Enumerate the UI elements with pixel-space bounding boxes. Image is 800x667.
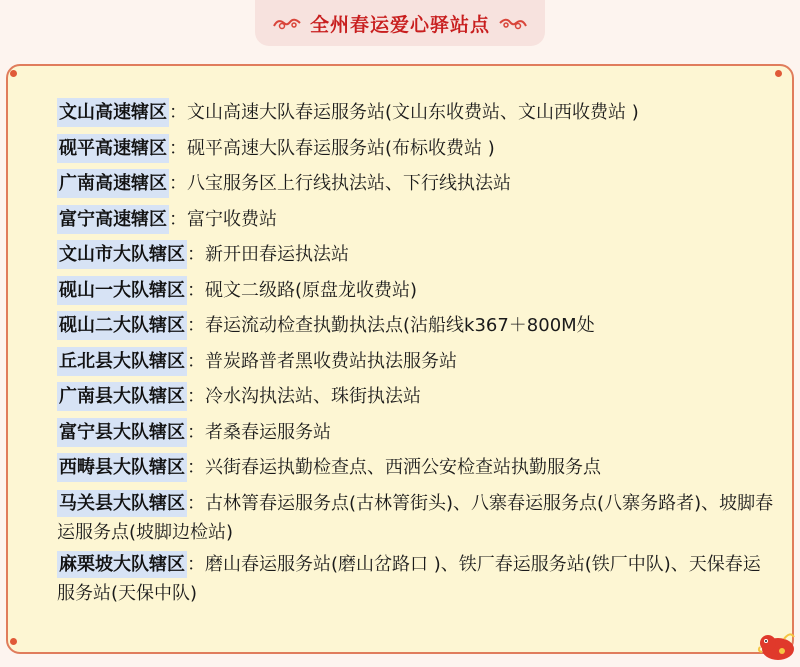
list-item: [57, 308, 777, 344]
district-label: 砚山一大队辖区: [57, 276, 187, 305]
list-item: [57, 489, 777, 547]
district-label: 麻栗坡大队辖区: [57, 551, 187, 578]
station-description: 冷水沟执法站、珠街执法站: [205, 386, 421, 407]
station-description: 磨山春运服务站(磨山岔路口 )、铁厂春运服务站(铁厂中队)、天保春运服务站(天保中队): [57, 553, 761, 604]
station-description: 八宝服务区上行线执法站、下行线执法站: [187, 173, 511, 194]
station-description: 富宁收费站: [187, 208, 277, 230]
separator: ：: [187, 244, 205, 265]
title-banner: [255, 0, 545, 46]
district-label: 文山高速辖区: [57, 98, 169, 127]
corner-dot: [10, 638, 17, 645]
separator: ：: [169, 137, 187, 159]
cloud-scroll-ornament-icon: [272, 14, 302, 32]
station-list: [57, 95, 777, 611]
station-description: 普炭路普者黑收费站执法服务站: [205, 350, 457, 372]
district-label: 广南高速辖区: [57, 169, 169, 198]
page-title: 全州春运爱心驿站点: [309, 13, 490, 36]
list-item: [57, 344, 777, 380]
list-item: [57, 95, 777, 131]
separator: ：: [187, 350, 205, 372]
station-description: 春运流动检查执勤执法点(沾船线k367＋800M处: [205, 315, 595, 336]
separator: ：: [187, 492, 205, 514]
separator: ：: [187, 421, 205, 443]
district-label: 马关县大队辖区: [57, 490, 187, 517]
district-label: 富宁县大队辖区: [57, 418, 187, 447]
district-label: 文山市大队辖区: [57, 240, 187, 269]
district-label: 丘北县大队辖区: [57, 347, 187, 376]
mascot-icon: [754, 625, 798, 663]
district-label: 广南县大队辖区: [57, 382, 187, 411]
list-item: [57, 131, 777, 167]
corner-dot: [775, 70, 782, 77]
separator: ：: [169, 102, 187, 123]
district-label: 富宁高速辖区: [57, 205, 169, 234]
list-item: [57, 415, 777, 451]
list-item: [57, 450, 777, 486]
list-item: [57, 166, 777, 202]
station-description: 古林箐春运服务点(古林箐街头)、八寨春运服务点(八寨务路者)、坡脚春运服务点(坡脚边检站): [57, 492, 774, 543]
separator: ：: [169, 173, 187, 194]
station-description: 文山高速大队春运服务站(文山东收费站、文山西收费站 ): [187, 102, 639, 123]
station-description: 砚平高速大队春运服务站(布标收费站 ): [187, 137, 495, 159]
cloud-scroll-ornament-icon: [498, 14, 528, 32]
station-description: 者桑春运服务站: [205, 421, 331, 443]
corner-dot: [10, 70, 17, 77]
separator: ：: [187, 457, 205, 478]
station-description: 新开田春运执法站: [205, 244, 349, 265]
station-description: 砚文二级路(原盘龙收费站): [205, 279, 418, 301]
station-description: 兴街春运执勤检查点、西洒公安检查站执勤服务点: [205, 457, 601, 478]
list-item: [57, 237, 777, 273]
list-item: [57, 379, 777, 415]
list-item: [57, 273, 777, 309]
district-label: 西畴县大队辖区: [57, 453, 187, 482]
separator: ：: [187, 386, 205, 407]
separator: ：: [187, 315, 205, 336]
separator: ：: [169, 208, 187, 230]
district-label: 砚山二大队辖区: [57, 311, 187, 340]
list-item: [57, 550, 777, 608]
separator: ：: [187, 279, 205, 301]
separator: ：: [187, 553, 205, 575]
district-label: 砚平高速辖区: [57, 134, 169, 163]
list-item: [57, 202, 777, 238]
